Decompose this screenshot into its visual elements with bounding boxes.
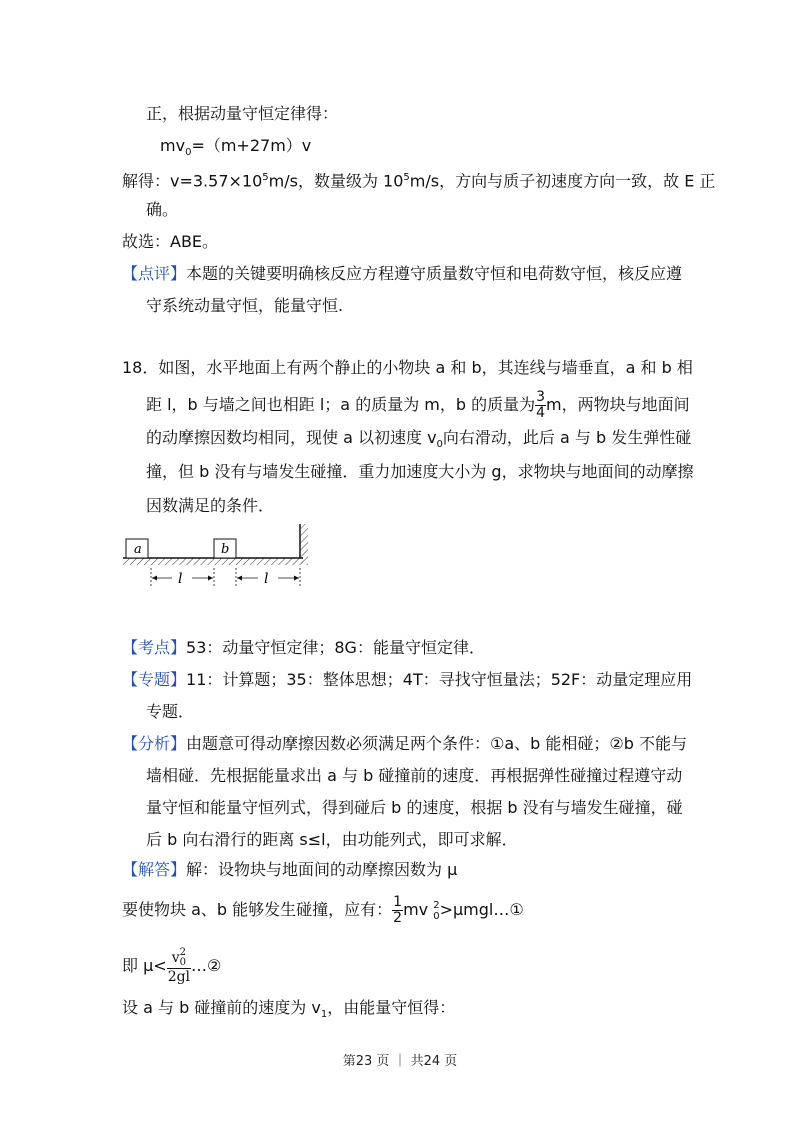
- text-line: 确。: [146, 200, 179, 219]
- question-18-line: 18．如图，水平地面上有两个静止的小物块 a 和 b，其连线与墙垂直，a 和 b 相: [122, 358, 693, 377]
- sup-sub-stack: 2 0: [433, 899, 440, 922]
- text-line: 的动摩擦因数均相同，现使 a 以初速度 $v_0$向右滑动，此后 a 与 b 发生弹性碰: [146, 428, 692, 451]
- dim-label-2: l: [264, 571, 269, 587]
- text-line: 专题．: [146, 702, 195, 721]
- text-line: 设 a 与 b 碰撞前的速度为 $v_1$，由能量守恒得：: [122, 998, 456, 1021]
- wall-hatch: [301, 524, 308, 565]
- review-line: 【点评】本题的关键要明确核反应方程遵守质量数守恒和电荷数守恒，核反应遵: [122, 264, 683, 283]
- fraction: $\frac{3}{4}$: [536, 389, 546, 421]
- condition-2: 即 μ< v 2 0 2gl …②: [122, 947, 222, 985]
- text-line: 守系统动量守恒，能量守恒.: [146, 296, 344, 315]
- equation-momentum: $mv_0=(m+27m)v$: [160, 136, 312, 159]
- kaodian-tag: 【考点】: [122, 638, 187, 657]
- text-line: 距 l，b 与墙之间也相距 l；a 的质量为 m，b 的质量为 $\frac{3}{4}$ m，两物块与地面间: [146, 389, 690, 421]
- arrow-head: [208, 576, 213, 581]
- fenxi-tag: 【分析】: [122, 734, 187, 753]
- arrow-head: [237, 576, 242, 581]
- text-line: 因数满足的条件．: [146, 496, 275, 515]
- jieda-line: 【解答】解：设物块与地面间的动摩擦因数为 μ: [122, 860, 458, 879]
- text-line: 正，根据动量守恒定律得：: [146, 104, 339, 123]
- text-line: 墙相碰．先根据能量求出 a 与 b 碰撞前的速度．再根据弹性碰撞过程遵守动: [146, 766, 683, 785]
- fraction: $\frac{1}{2}$: [393, 894, 403, 926]
- block-a-label: a: [134, 542, 142, 557]
- question-number: 18．: [122, 358, 159, 377]
- arrow-head: [294, 576, 299, 581]
- fenxi-line: 【分析】由题意可得动摩擦因数必须满足两个条件：①a、b 能相碰；②b 不能与: [122, 734, 687, 753]
- text-line: 解得：$v=3.57\times 10^5m/s$，数量级为 $10^5m/s$，方向与质子初速度方向一致，故 E 正: [122, 171, 716, 191]
- review-tag: 【点评】: [122, 264, 187, 283]
- block-b-label: b: [221, 542, 230, 557]
- question-figure: [118, 520, 318, 600]
- fraction: v 2 0 2gl: [167, 947, 191, 985]
- ground-hatch: [123, 558, 303, 565]
- kaodian-line: 【考点】53：动量守恒定律；8G：能量守恒定律．: [122, 638, 485, 657]
- answer-line: 故选：ABE。: [122, 232, 219, 251]
- arrow-head: [152, 576, 157, 581]
- text-line: 后 b 向右滑行的距离 s≤l，由功能列式，即可求解．: [146, 830, 518, 849]
- zhuanti-tag: 【专题】: [122, 670, 187, 689]
- condition-1: 要使物块 a、b 能够发生碰撞，应有： $\frac{1}{2}$ mv 2 0 >μmgl…①: [122, 894, 524, 926]
- text-line: 撞，但 b 没有与墙发生碰撞．重力加速度大小为 g，求物块与地面间的动摩擦: [146, 462, 694, 481]
- zhuanti-line: 【专题】11：计算题；35：整体思想；4T：寻找守恒量法；52F：动量定理应用: [122, 670, 693, 689]
- text-line: 量守恒和能量守恒列式，得到碰后 b 的速度，根据 b 没有与墙发生碰撞，碰: [146, 798, 683, 817]
- page-footer: 第23 页 ｜ 共24 页: [342, 1054, 458, 1069]
- jieda-tag: 【解答】: [122, 860, 187, 879]
- dim-label-1: l: [178, 571, 183, 587]
